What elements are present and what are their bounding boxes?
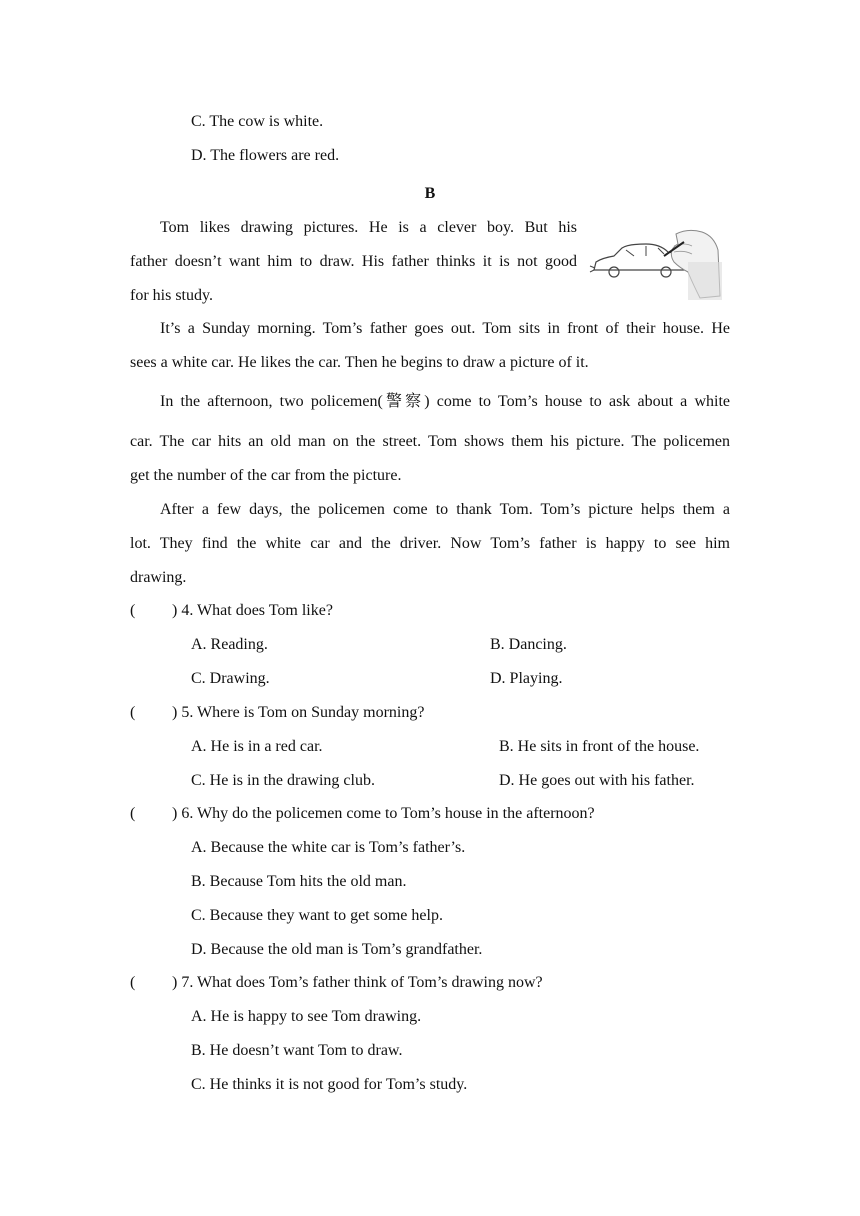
passage-p1-line1: Tom likes drawing pictures. He is a clever boy. But his [160,219,577,236]
option-b: B. Because Tom hits the old man. [191,873,407,890]
passage-p4-line2: lot. They find the white car and the driver. Now Tom’s father is happy to see him [130,535,730,552]
option-c: C. Because they want to get some help. [191,907,443,924]
option-c: C. He is in the drawing club. [191,772,375,789]
answer-blank[interactable]: ( [130,602,136,619]
question-6 [130,804,595,824]
option-c: C. He thinks it is not good for Tom’s study. [191,1076,468,1093]
option-b: B. He sits in front of the house. [499,738,700,755]
option-b: B. Dancing. [490,636,567,653]
option-a: A. Because the white car is Tom’s father’s. [191,839,466,856]
passage-p2-line1: It’s a Sunday morning. Tom’s father goes out. Tom sits in front of their house. He [160,320,730,337]
answer-blank[interactable]: ( [130,704,136,721]
answer-blank[interactable]: ( [130,974,136,991]
question-stem: ) 5. Where is Tom on Sunday morning? [172,704,425,721]
question-7 [130,973,543,993]
question-stem: ) 7. What does Tom’s father think of Tom’s drawing now? [172,974,543,991]
passage-p3-line1: In the afternoon, two policemen(警察) come to Tom’s house to ask about a white [160,393,730,410]
option-c: C. Drawing. [191,670,270,687]
prev-option-d: D. The flowers are red. [191,147,340,164]
option-b: B. He doesn’t want Tom to draw. [191,1042,403,1059]
hand-drawing-car-illustration [588,222,722,300]
question-4 [130,601,333,621]
option-a: A. Reading. [191,636,268,653]
question-stem: ) 4. What does Tom like? [172,602,333,619]
answer-blank[interactable]: ( [130,805,136,822]
passage-p2-line2: sees a white car. He likes the car. Then he begins to draw a picture of it. [130,354,589,371]
passage-p3-line2: car. The car hits an old man on the street. Tom shows them his picture. The policemen [130,433,730,450]
option-a: A. He is in a red car. [191,738,323,755]
section-heading: B [424,185,436,202]
question-5 [130,703,424,723]
option-a: A. He is happy to see Tom drawing. [191,1008,422,1025]
question-stem: ) 6. Why do the policemen come to Tom’s house in the afternoon? [172,805,595,822]
passage-p4-line3: drawing. [130,569,187,586]
passage-p3-line3: get the number of the car from the picture. [130,467,402,484]
passage-p4-line1: After a few days, the policemen come to thank Tom. Tom’s picture helps them a [160,501,730,518]
prev-option-c: C. The cow is white. [191,113,324,130]
option-d: D. He goes out with his father. [499,772,695,789]
passage-p1-line2: father doesn’t want him to draw. His father thinks it is not good [130,253,577,270]
option-d: D. Because the old man is Tom’s grandfather. [191,941,483,958]
option-d: D. Playing. [490,670,563,687]
passage-p1-line3: for his study. [130,287,213,304]
